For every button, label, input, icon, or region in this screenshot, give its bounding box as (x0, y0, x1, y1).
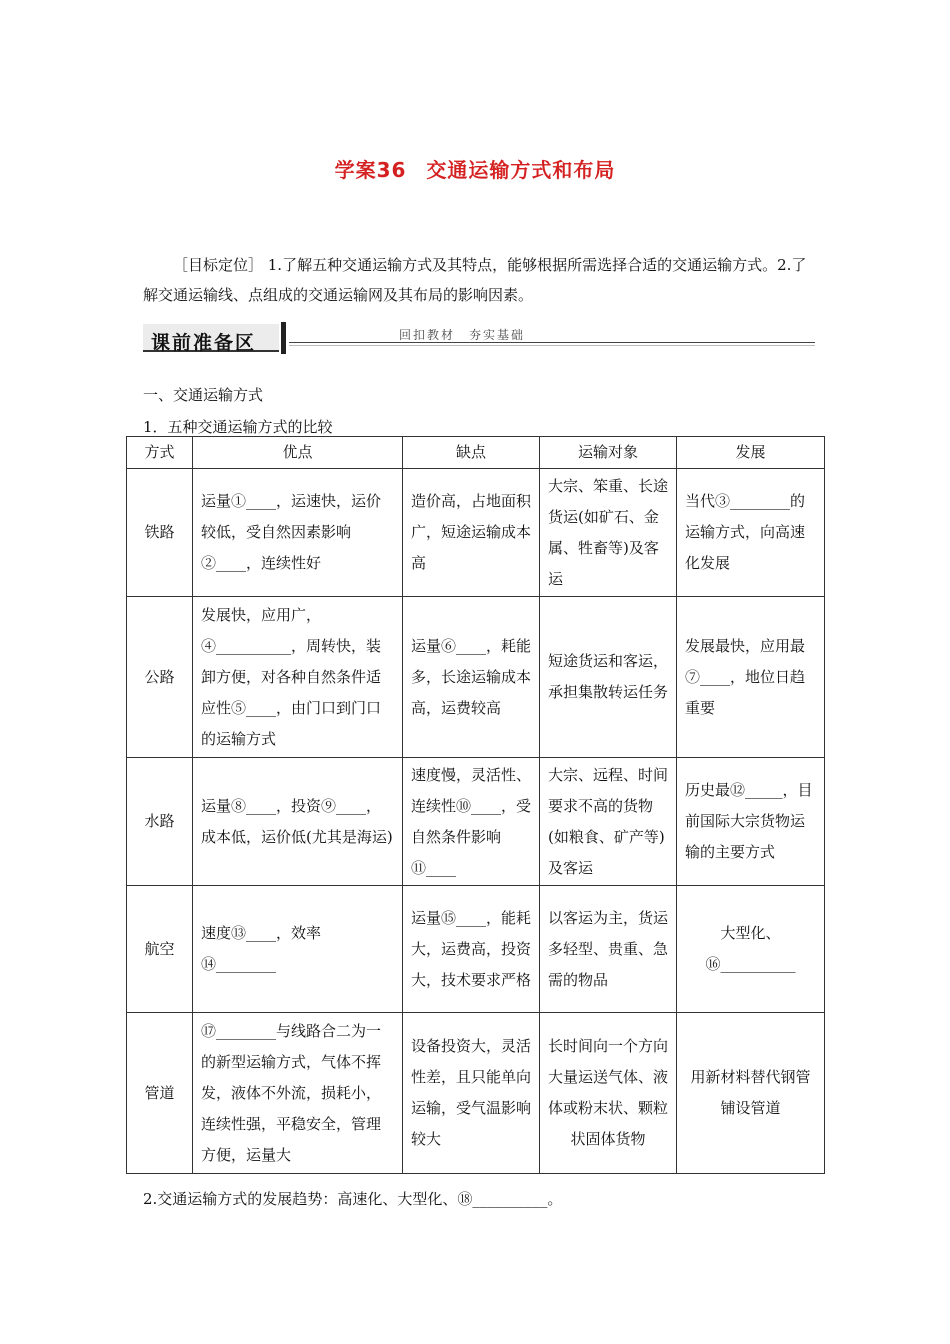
objects-cell: 以客运为主，货运多轻型、贵重、急需的物品 (540, 886, 677, 1013)
cons-cell: 速度慢，灵活性、连续性⑩____，受自然条件影响⑪____ (403, 758, 540, 886)
section-banner (143, 320, 815, 356)
title-number: 学案36 (334, 158, 407, 182)
table-row (127, 597, 825, 758)
section-heading: 一、交通运输方式 (143, 386, 264, 404)
mode-cell: 航空 (127, 886, 193, 1013)
table-row (127, 1013, 825, 1174)
header-objects: 运输对象 (540, 437, 677, 469)
table-row (127, 469, 825, 597)
header-development: 发展 (677, 437, 825, 469)
mode-cell: 公路 (127, 597, 193, 758)
mode-cell: 水路 (127, 758, 193, 886)
table-row (127, 886, 825, 1013)
development-cell: 发展最快，应用最⑦____，地位日趋重要 (677, 597, 825, 758)
banner-divider (281, 322, 286, 354)
title-topic: 交通运输方式和布局 (426, 158, 616, 182)
page-title (0, 154, 950, 183)
banner-rule-shadow (289, 345, 815, 346)
objects-cell: 大宗、笨重、长途货运(如矿石、金属、牲畜等)及客运 (540, 469, 677, 597)
cons-cell: 造价高，占地面积广，短途运输成本高 (403, 469, 540, 597)
banner-subtitle: 回扣教材 夯实基础 (399, 328, 526, 342)
header-cons: 缺点 (403, 437, 540, 469)
cons-cell: 运量⑥____，耗能多，长途运输成本高，运费较高 (403, 597, 540, 758)
pros-cell: 运量⑧____，投资⑨____，成本低，运价低(尤其是海运) (193, 758, 403, 886)
objects-cell: 长时间向一个方向大量运送气体、液体或粉末状、颗粒状固体货物 (540, 1013, 677, 1174)
development-cell: 历史最⑫_____，目前国际大宗货物运输的主要方式 (677, 758, 825, 886)
comparison-table (126, 436, 825, 1174)
banner-rule (289, 342, 815, 343)
development-cell: 大型化、⑯__________ (677, 886, 825, 1013)
table-header-row (127, 437, 825, 469)
pros-cell: 运量①____，运速快，运价较低，受自然因素影响②____，连续性好 (193, 469, 403, 597)
development-cell: 用新材料替代钢管铺设管道 (677, 1013, 825, 1174)
objects-cell: 大宗、远程、时间要求不高的货物(如粮食、矿产等)及客运 (540, 758, 677, 886)
development-cell: 当代③________的运输方式，向高速化发展 (677, 469, 825, 597)
mode-cell: 铁路 (127, 469, 193, 597)
header-pros: 优点 (193, 437, 403, 469)
cons-cell: 设备投资大，灵活性差，且只能单向运输，受气温影响较大 (403, 1013, 540, 1174)
objective-paragraph: ［目标定位］ 1.了解五种交通运输方式及其特点，能够根据所需选择合适的交通运输方式。2.了解交通运输线、点组成的交通运输网及其布局的影响因素。 (143, 256, 807, 304)
banner-label-box (143, 324, 279, 352)
subsection-heading: 1．五种交通运输方式的比较 (143, 418, 333, 436)
mode-cell: 管道 (127, 1013, 193, 1174)
header-mode: 方式 (127, 437, 193, 469)
pros-cell: 发展快，应用广，④__________，周转快，装卸方便，对各种自然条件适应性⑤____，由门口到门口的运输方式 (193, 597, 403, 758)
trend-statement: 2.交通运输方式的发展趋势：高速化、大型化、⑱__________。 (143, 1190, 563, 1208)
pros-cell: 速度⑬____，效率⑭________ (193, 886, 403, 1013)
pros-cell: ⑰________与线路合二为一的新型运输方式，气体不挥发，液体不外流，损耗小，连续性强，平稳安全，管理方便，运量大 (193, 1013, 403, 1174)
objects-cell: 短途货运和客运，承担集散转运任务 (540, 597, 677, 758)
table-row (127, 758, 825, 886)
banner-label: 课前准备区 (151, 332, 257, 354)
cons-cell: 运量⑮____，能耗大，运费高，投资大，技术要求严格 (403, 886, 540, 1013)
